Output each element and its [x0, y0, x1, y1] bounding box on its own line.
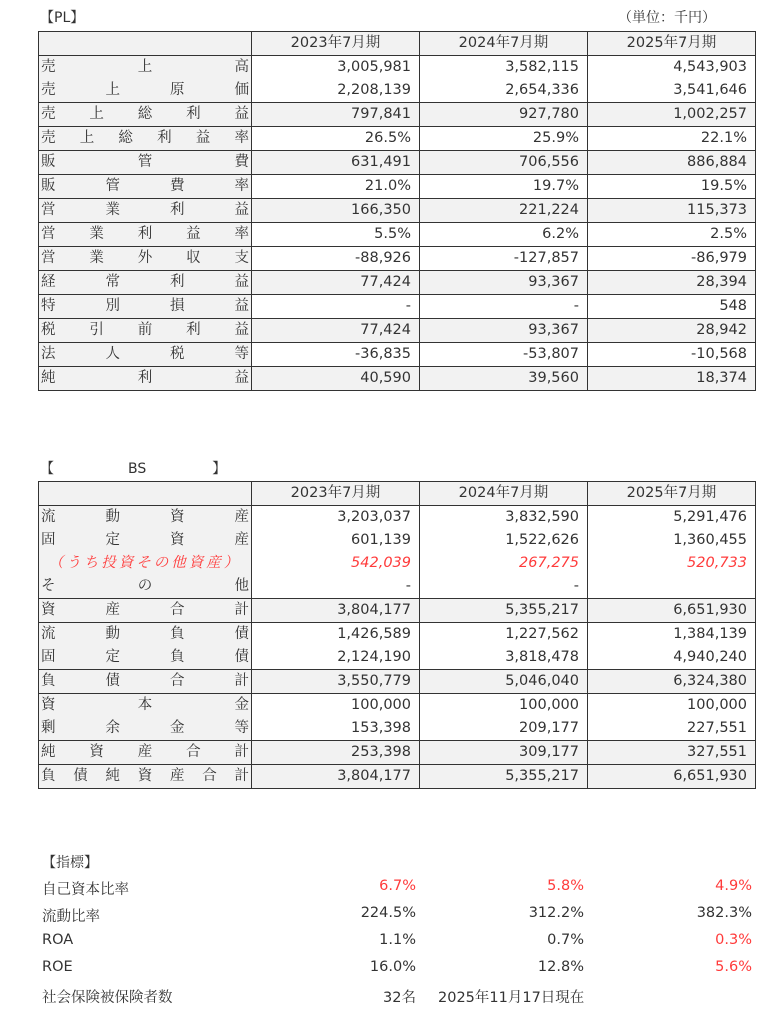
row-label: 税引前利益 — [41, 322, 249, 338]
table-row — [39, 175, 756, 199]
row-label-cell — [39, 151, 252, 175]
row-label-cell — [39, 694, 252, 718]
header-row — [39, 482, 756, 506]
table-row — [39, 319, 756, 343]
period-header: 2024年7月期 — [420, 482, 588, 506]
table-row — [39, 151, 756, 175]
value-cell: 100,000 — [588, 694, 756, 718]
value-cell: 631,491 — [252, 151, 420, 175]
table-row — [39, 575, 756, 599]
value-cell: 548 — [588, 295, 756, 319]
pl-table — [38, 31, 756, 391]
table-row — [39, 79, 756, 103]
insured-value: 32名 — [383, 990, 416, 1006]
period-header: 2024年7月期 — [420, 32, 588, 56]
insured-note: 2025年11月17日現在 — [438, 990, 585, 1006]
value-cell: -88,926 — [252, 247, 420, 271]
row-label: 営業外収支 — [41, 250, 249, 266]
row-label: 資産合計 — [41, 602, 249, 618]
table-row — [39, 765, 756, 789]
row-label: 特別損益 — [41, 298, 249, 314]
indicator-value: 312.2% — [528, 905, 584, 921]
value-cell: 5.5% — [252, 223, 420, 247]
value-cell: 542,039 — [252, 552, 420, 575]
value-cell: 886,884 — [588, 151, 756, 175]
row-label-cell — [39, 127, 252, 151]
value-cell: -36,835 — [252, 343, 420, 367]
row-label-cell — [39, 103, 252, 127]
indicator-value: 382.3% — [696, 905, 752, 921]
table-row — [39, 552, 756, 575]
row-label-cell — [39, 506, 252, 530]
row-label-cell — [39, 529, 252, 552]
row-label: 営業利益 — [41, 202, 249, 218]
row-label: 負債純資産合計 — [41, 768, 249, 784]
value-cell: 1,522,626 — [420, 529, 588, 552]
value-cell: 253,398 — [252, 741, 420, 765]
value-cell: 2,654,336 — [420, 79, 588, 103]
value-cell: 227,551 — [588, 717, 756, 741]
value-cell: 19.7% — [420, 175, 588, 199]
value-cell: 166,350 — [252, 199, 420, 223]
row-label: 資本金 — [41, 697, 249, 713]
value-cell: 28,942 — [588, 319, 756, 343]
value-cell: 3,818,478 — [420, 646, 588, 670]
value-cell: 3,550,779 — [252, 670, 420, 694]
value-cell: 1,426,589 — [252, 623, 420, 647]
value-cell: 5,046,040 — [420, 670, 588, 694]
table-row — [39, 295, 756, 319]
value-cell: 153,398 — [252, 717, 420, 741]
row-label: 販管費率 — [41, 178, 249, 194]
indicator-row — [42, 959, 755, 985]
table-row — [39, 343, 756, 367]
indicator-value: 0.3% — [715, 932, 752, 948]
row-label-cell — [39, 319, 252, 343]
value-cell: 1,227,562 — [420, 623, 588, 647]
value-cell: 327,551 — [588, 741, 756, 765]
value-cell: 21.0% — [252, 175, 420, 199]
row-label: 売上原価 — [41, 82, 249, 98]
period-header: 2023年7月期 — [252, 32, 420, 56]
table-row — [39, 271, 756, 295]
value-cell: -53,807 — [420, 343, 588, 367]
value-cell: 2,208,139 — [252, 79, 420, 103]
table-row — [39, 199, 756, 223]
header-corner — [39, 32, 252, 56]
value-cell: 6,651,930 — [588, 765, 756, 789]
header-row — [39, 32, 756, 56]
value-cell: 77,424 — [252, 271, 420, 295]
period-header: 2023年7月期 — [252, 482, 420, 506]
value-cell: -86,979 — [588, 247, 756, 271]
value-cell: 40,590 — [252, 367, 420, 391]
value-cell: 4,940,240 — [588, 646, 756, 670]
row-label: 営業利益率 — [41, 226, 249, 242]
value-cell: 28,394 — [588, 271, 756, 295]
value-cell: - — [252, 295, 420, 319]
table-row — [39, 223, 756, 247]
indicator-value: 6.7% — [379, 878, 416, 894]
indicator-label: ROE — [42, 959, 73, 975]
value-cell: 209,177 — [420, 717, 588, 741]
value-cell — [588, 575, 756, 599]
row-label-cell — [39, 295, 252, 319]
row-label: 固定資産 — [41, 532, 249, 548]
row-label: 売上高 — [41, 59, 249, 75]
unit-label: （単位：千円） — [618, 10, 716, 26]
bs-table — [38, 481, 756, 789]
indicator-label: ROA — [42, 932, 74, 948]
table-row — [39, 56, 756, 80]
indicator-value: 12.8% — [537, 959, 584, 975]
indicator-value: 5.8% — [547, 878, 584, 894]
table-row — [39, 623, 756, 647]
row-label: 経常利益 — [41, 274, 249, 290]
table-row — [39, 247, 756, 271]
bs-title-open: 【 — [40, 461, 54, 477]
row-label: 売上総利益率 — [41, 130, 249, 146]
value-cell: 1,360,455 — [588, 529, 756, 552]
value-cell: 5,355,217 — [420, 765, 588, 789]
value-cell: 3,203,037 — [252, 506, 420, 530]
value-cell: 39,560 — [420, 367, 588, 391]
value-cell: 3,005,981 — [252, 56, 420, 80]
period-header: 2025年7月期 — [588, 32, 756, 56]
value-cell: 309,177 — [420, 741, 588, 765]
indicator-row — [42, 905, 755, 931]
row-label-cell — [39, 741, 252, 765]
row-label-cell — [39, 623, 252, 647]
value-cell: 927,780 — [420, 103, 588, 127]
value-cell: 93,367 — [420, 271, 588, 295]
indicator-value: 4.9% — [715, 878, 752, 894]
value-cell: 25.9% — [420, 127, 588, 151]
row-label: （うち投資その他資産） — [48, 555, 242, 571]
bs-section-title — [40, 458, 226, 478]
row-label: 流動負債 — [41, 626, 249, 642]
value-cell: 3,832,590 — [420, 506, 588, 530]
row-label-cell — [39, 343, 252, 367]
value-cell: 520,733 — [588, 552, 756, 575]
value-cell: 5,355,217 — [420, 599, 588, 623]
row-label-cell — [39, 223, 252, 247]
value-cell: 3,582,115 — [420, 56, 588, 80]
value-cell: 18,374 — [588, 367, 756, 391]
row-label: 法人税等 — [41, 346, 249, 362]
value-cell: 19.5% — [588, 175, 756, 199]
row-label: 売上総利益 — [41, 106, 249, 122]
table-row — [39, 670, 756, 694]
row-label-cell — [39, 599, 252, 623]
row-label: 負債合計 — [41, 673, 249, 689]
value-cell: 601,139 — [252, 529, 420, 552]
indicator-label: 自己資本比率 — [42, 882, 129, 898]
row-label-cell — [39, 646, 252, 670]
value-cell: 3,804,177 — [252, 765, 420, 789]
row-label: 流動資産 — [41, 509, 249, 525]
row-label: 販管費 — [41, 154, 249, 170]
indicator-value: 224.5% — [360, 905, 416, 921]
table-row — [39, 694, 756, 718]
insured-label: 社会保険被保険者数 — [42, 990, 173, 1006]
indicator-label: 流動比率 — [42, 909, 100, 925]
value-cell: 115,373 — [588, 199, 756, 223]
table-row — [39, 599, 756, 623]
value-cell: 93,367 — [420, 319, 588, 343]
row-label: 剰余金等 — [41, 720, 249, 736]
bs-title-close: 】 — [212, 461, 227, 477]
value-cell: 4,543,903 — [588, 56, 756, 80]
table-row — [39, 717, 756, 741]
value-cell: - — [420, 575, 588, 599]
table-row — [39, 741, 756, 765]
row-label-cell — [39, 271, 252, 295]
value-cell: 6,651,930 — [588, 599, 756, 623]
value-cell: 3,541,646 — [588, 79, 756, 103]
value-cell: 77,424 — [252, 319, 420, 343]
value-cell: 5,291,476 — [588, 506, 756, 530]
row-label-cell — [39, 247, 252, 271]
value-cell: 221,224 — [420, 199, 588, 223]
value-cell: - — [420, 295, 588, 319]
row-label: その他 — [41, 578, 249, 594]
row-label: 純資産合計 — [41, 744, 249, 760]
value-cell: 100,000 — [252, 694, 420, 718]
value-cell: 6,324,380 — [588, 670, 756, 694]
row-label-cell — [39, 575, 252, 599]
row-label-cell — [39, 552, 252, 575]
value-cell: - — [252, 575, 420, 599]
indicator-value: 0.7% — [547, 932, 584, 948]
value-cell: 706,556 — [420, 151, 588, 175]
indicator-value: 1.1% — [379, 932, 416, 948]
bs-title-text: BS — [128, 461, 147, 477]
value-cell: 1,002,257 — [588, 103, 756, 127]
indicator-value: 5.6% — [715, 959, 752, 975]
header-corner — [39, 482, 252, 506]
period-header: 2025年7月期 — [588, 482, 756, 506]
indicator-row — [42, 878, 755, 904]
value-cell: 2,124,190 — [252, 646, 420, 670]
table-row — [39, 103, 756, 127]
row-label-cell — [39, 199, 252, 223]
row-label: 純利益 — [41, 370, 249, 386]
indicators-title: 【指標】 — [42, 855, 98, 871]
table-row — [39, 367, 756, 391]
row-label-cell — [39, 79, 252, 103]
row-label-cell — [39, 717, 252, 741]
indicator-value: 16.0% — [369, 959, 416, 975]
row-label-cell — [39, 765, 252, 789]
value-cell: 100,000 — [420, 694, 588, 718]
table-row — [39, 127, 756, 151]
pl-section-title: 【PL】 — [40, 10, 85, 26]
value-cell: 22.1% — [588, 127, 756, 151]
value-cell: 1,384,139 — [588, 623, 756, 647]
value-cell: 267,275 — [420, 552, 588, 575]
table-row — [39, 646, 756, 670]
value-cell: 2.5% — [588, 223, 756, 247]
value-cell: 6.2% — [420, 223, 588, 247]
value-cell: -10,568 — [588, 343, 756, 367]
row-label: 固定負債 — [41, 649, 249, 665]
row-label-cell — [39, 175, 252, 199]
row-label-cell — [39, 367, 252, 391]
table-row — [39, 529, 756, 552]
value-cell: 3,804,177 — [252, 599, 420, 623]
insured-row — [42, 986, 755, 1012]
table-row — [39, 506, 756, 530]
value-cell: 797,841 — [252, 103, 420, 127]
row-label-cell — [39, 670, 252, 694]
row-label-cell — [39, 56, 252, 80]
indicator-row — [42, 932, 755, 958]
value-cell: 26.5% — [252, 127, 420, 151]
value-cell: -127,857 — [420, 247, 588, 271]
